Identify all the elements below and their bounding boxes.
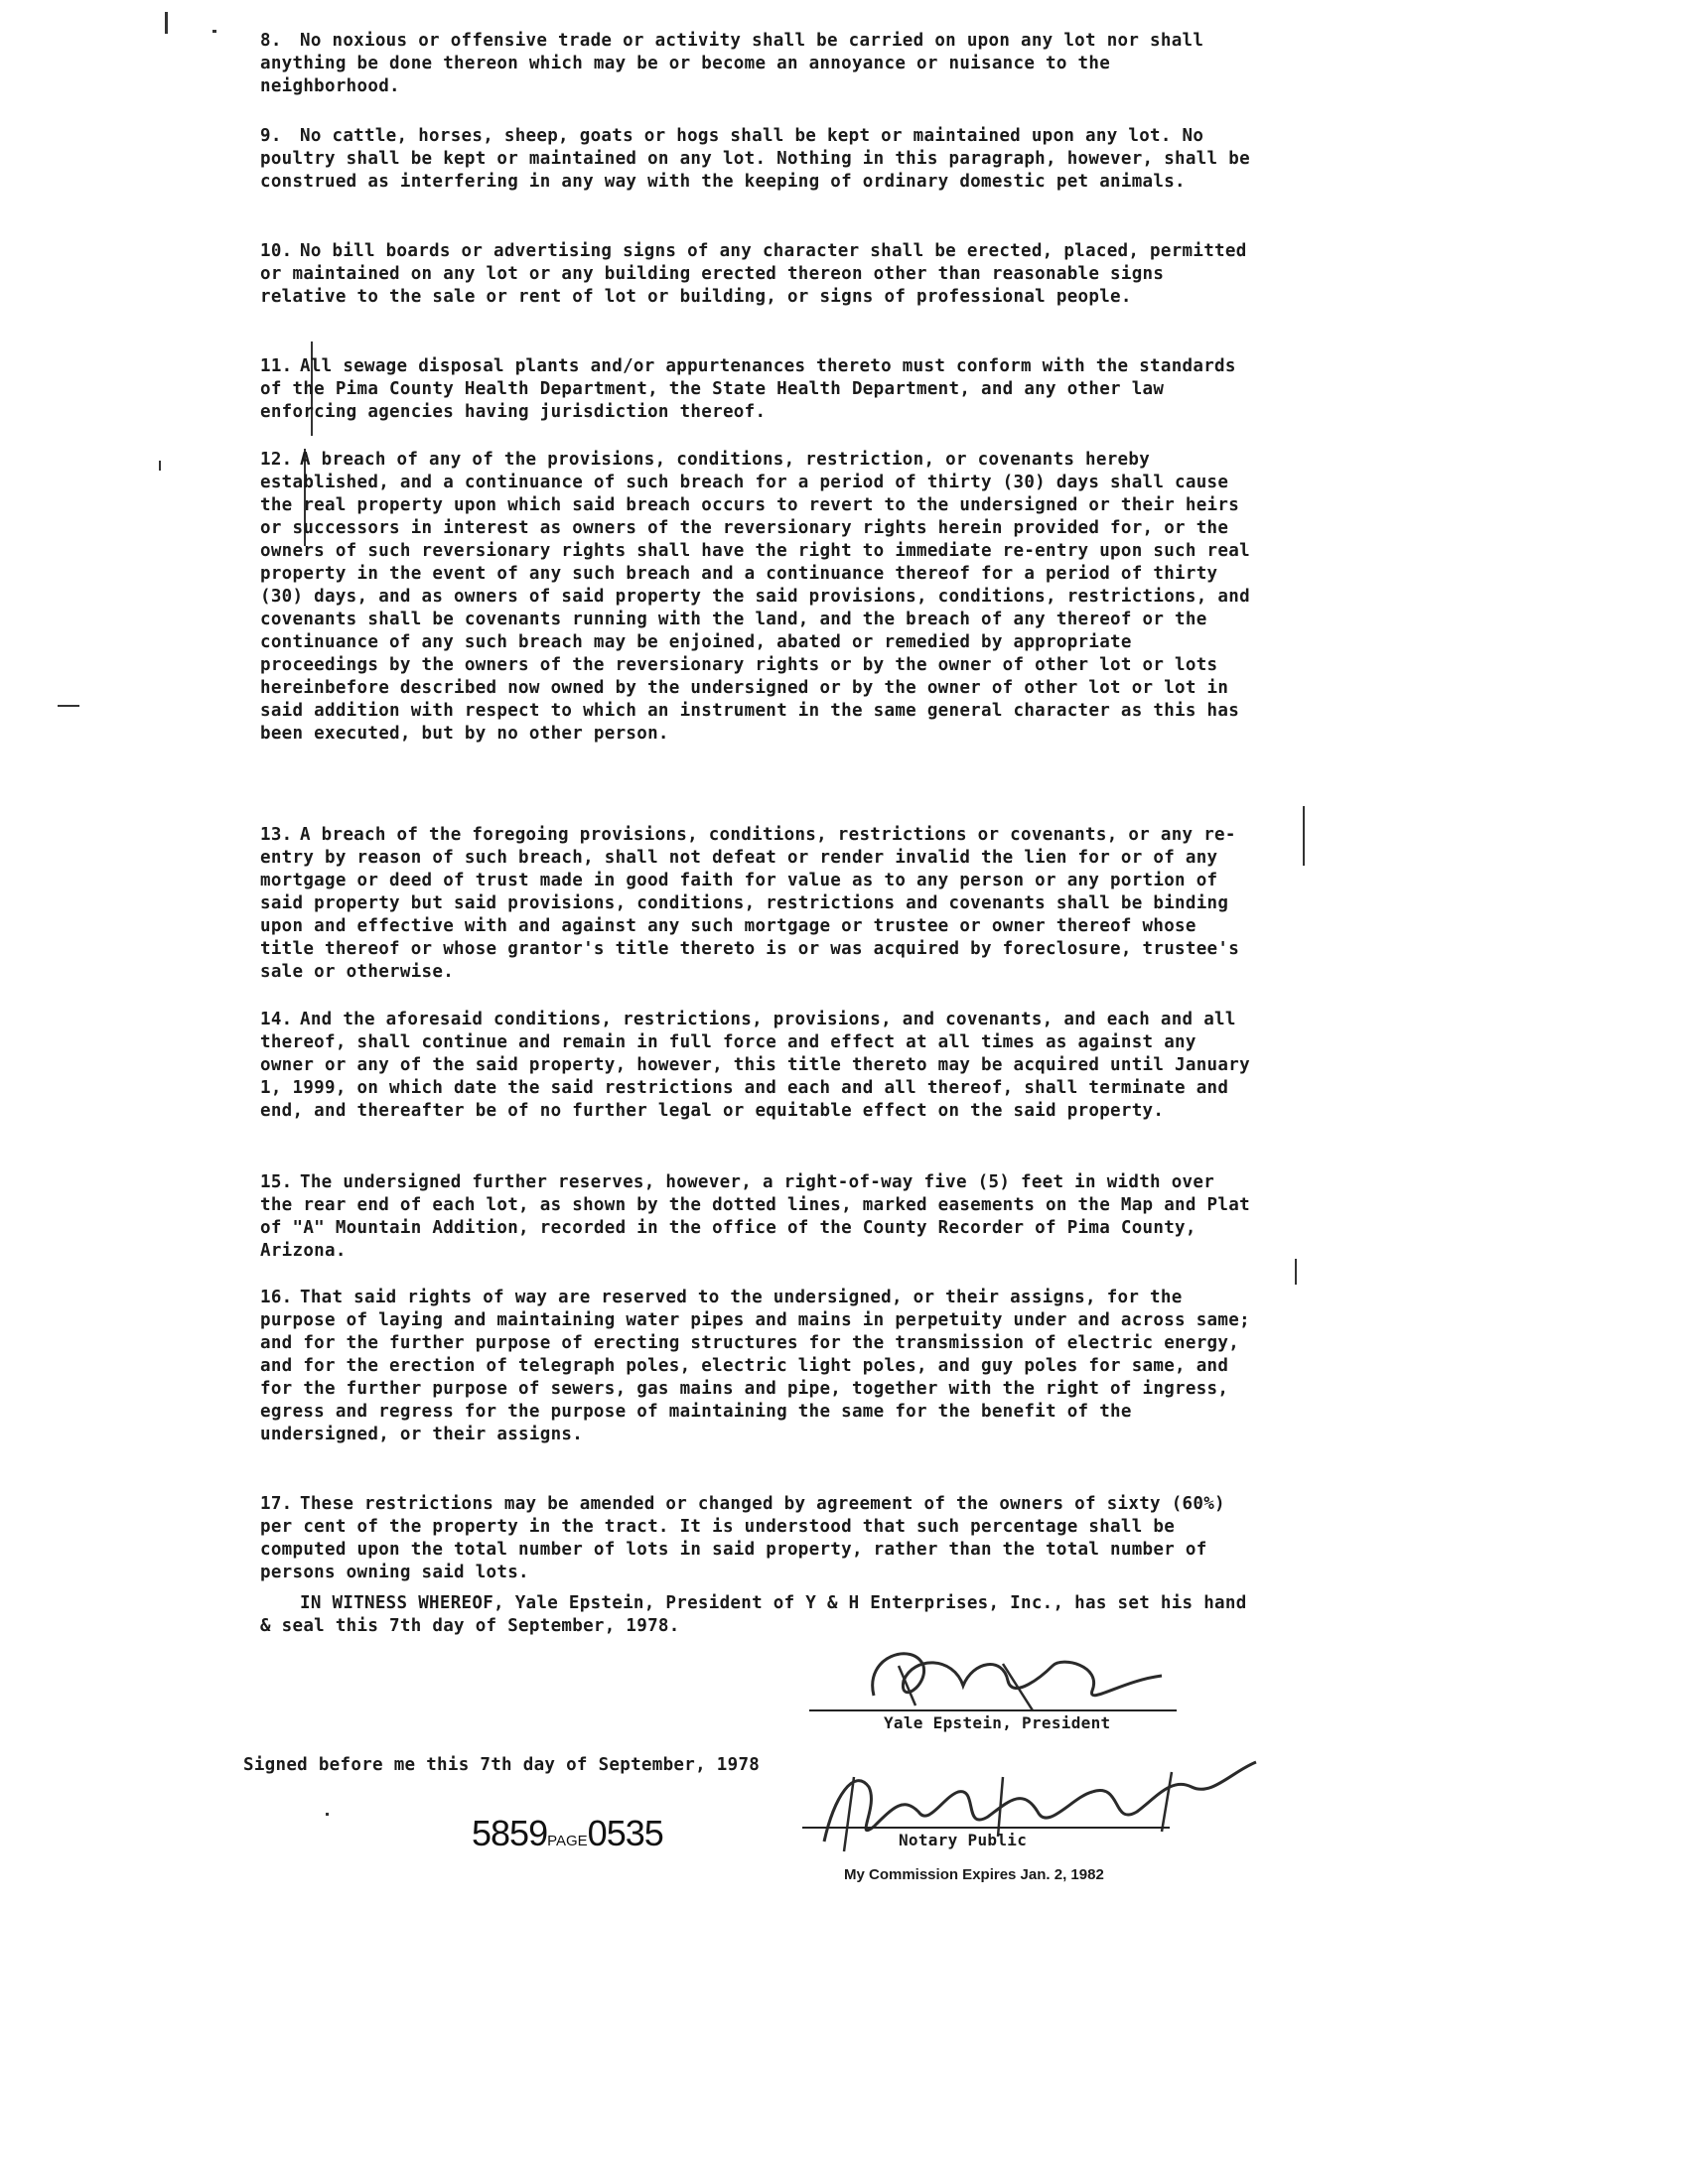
- scan-mark: [58, 705, 79, 707]
- notary-signature: [794, 1757, 1271, 1866]
- paragraph-11: 11. All sewage disposal plants and/or appurtenances thereto must conform with the standards of the Pima County Health Department, the State Health Department, and any other law enforcing agencies having jurisdiction thereof.: [260, 356, 1236, 422]
- book-page-stamp: 5859PAGE0535: [472, 1813, 663, 1853]
- scan-mark: [159, 461, 161, 471]
- paragraph-16: 16. That said rights of way are reserved to the undersigned, or their assigns, for the purpose of laying and maintaining water pipes and mains in perpetuity under and across same; and for the further purpose of erecting structures for the transmission of electric energy, and for the erection of telegraph poles, electric light poles, and guy poles for same, and for the further purpose of sewers, gas mains and pipe, together with the right of ingress, egress and regress for the purpose of maintaining the same for the benefit of the undersigned, or their assigns.: [260, 1288, 1250, 1444]
- president-signature-line: [809, 1709, 1177, 1711]
- signed-before-text: Signed before me this 7th day of September, 1978: [243, 1755, 761, 1775]
- commission-stamp: My Commission Expires Jan. 2, 1982: [844, 1866, 1104, 1883]
- paragraph-15: 15. The undersigned further reserves, however, a right-of-way five (5) feet in width over the rear end of each lot, as shown by the dotted lines, marked easements on the Map and Plat of "A" Mountain Addition, recorded in the office of the County Recorder of Pima County, Arizona.: [260, 1172, 1250, 1261]
- notary-caption: Notary Public: [899, 1831, 1028, 1849]
- scan-mark: [165, 12, 168, 34]
- notary-signature-line: [802, 1827, 1170, 1829]
- paragraph-13: 13. A breach of the foregoing provisions, conditions, restrictions or covenants, or any re-entry by reason of such breach, shall not defeat or render invalid the lien for or of any mortgage or deed of trust made in good faith for value as to any person or any portion of said property but said provisions, conditions, restrictions and covenants shall be binding upon and effective with and against any such mortgage or trustee or owner thereof whose title thereof or whose grantor's title thereto is or was acquired by foreclosure, trustee's sale or otherwise.: [260, 825, 1240, 982]
- paragraph-14: 14. And the aforesaid conditions, restrictions, provisions, and covenants, and each and all thereof, shall continue and remain in full force and effect at all times as against any owner or any of the said property, however, this title thereto may be acquired until January 1, 1999, on which date the said restrictions and each and all thereof, shall terminate and end, and thereafter be of no further legal or equitable effect on the said property.: [260, 1010, 1250, 1121]
- paragraph-8: 8. No noxious or offensive trade or activity shall be carried on upon any lot nor shall anything be done thereon which may be or become an annoyance or nuisance to the neighborhood.: [260, 31, 1204, 96]
- paragraph-17: 17. These restrictions may be amended or changed by agreement of the owners of sixty (60%) per cent of the property in the tract. It is understood that such percentage shall be computed upon the total number of lots in said property, rather than the total number of persons owning said lots.: [260, 1494, 1225, 1582]
- witness-clause: IN WITNESS WHEREOF, Yale Epstein, President of Y & H Enterprises, Inc., has set his hand & seal this 7th day of September, 1978.: [260, 1593, 1247, 1636]
- president-caption: Yale Epstein, President: [884, 1713, 1111, 1732]
- paragraph-10: 10. No bill boards or advertising signs of any character shall be erected, placed, permitted or maintained on any lot or any building erected thereon other than reasonable signs relative to the sale or rent of lot or building, or signs of professional people.: [260, 241, 1247, 307]
- president-signature: [804, 1636, 1182, 1725]
- scan-mark: [1295, 1259, 1297, 1285]
- paragraph-9: 9. No cattle, horses, sheep, goats or hogs shall be kept or maintained upon any lot. No poultry shall be kept or maintained on any lot. Nothing in this paragraph, however, shall be construed as interfering in any way with the keeping of ordinary domestic pet animals.: [260, 126, 1250, 192]
- scan-mark: [1303, 806, 1305, 866]
- scan-mark: [212, 30, 216, 33]
- scan-mark: [326, 1813, 329, 1816]
- paragraph-12: 12. A breach of any of the provisions, conditions, restriction, or covenants hereby established, and a continuance of such breach for a period of thirty (30) days shall cause the real property upon which said breach occurs to revert to the undersigned or their heirs or successors in interest as owners of the reversionary rights herein provided for, or the owners of such reversionary rights shall have the right to immediate re-entry upon such real property in the event of any such breach and a continuance thereof for a period of thirty (30) days, and as owners of said property the said provisions, conditions, restrictions, and covenants shall be covenants running with the land, and the breach of any thereof or the continuance of any such breach may be enjoined, abated or remedied by appropriate proceedings by the owners of the reversionary rights or by the owner of other lot or lots hereinbefore described now owned by the undersigned or by the owner of other lot or lot in said addition with respect to which an instrument in the same general character as this has been executed, but by no other person.: [260, 450, 1250, 744]
